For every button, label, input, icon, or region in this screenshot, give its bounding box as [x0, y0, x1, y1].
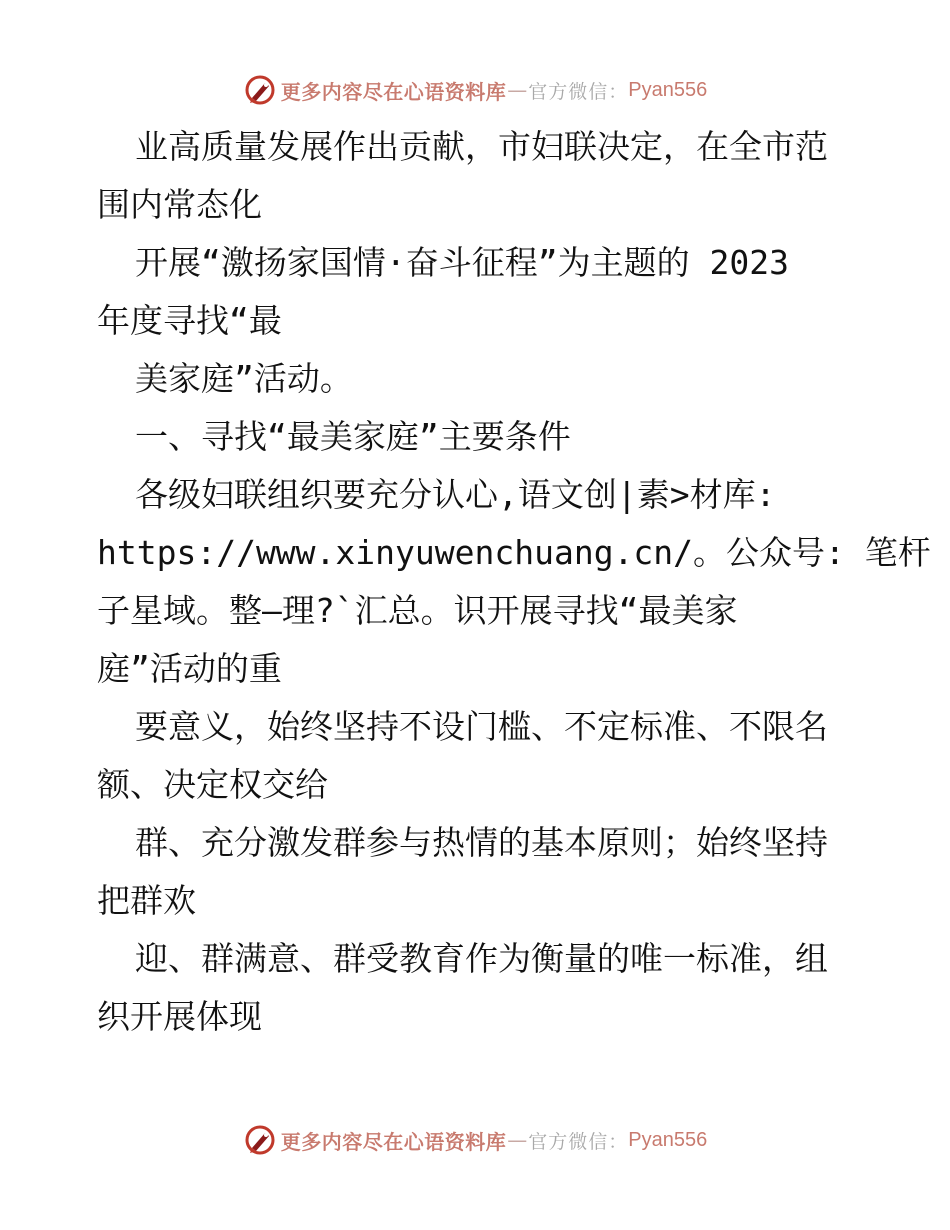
body-line: 要意义，始终坚持不设门槛、不定标准、不限名	[135, 707, 828, 746]
body-line: 庭”活动的重	[97, 649, 282, 688]
watermark-banner-top	[0, 70, 950, 110]
watermark-banner-bottom	[0, 1120, 950, 1160]
watermark-label: 官方微信：	[528, 1130, 629, 1153]
pen-logo-icon	[243, 1123, 277, 1157]
body-line: 围内常态化	[97, 185, 262, 224]
body-line: 织开展体现	[97, 997, 262, 1036]
watermark-wechat-id: Pyan556	[628, 78, 708, 101]
body-line: 业高质量发展作出贡献，市妇联决定，在全市范	[135, 127, 828, 166]
watermark-wechat-id: Pyan556	[628, 1128, 708, 1151]
body-line: 群、充分激发群参与热情的基本原则；始终坚持	[135, 823, 828, 862]
body-line: 子星域。整—理?`汇总。识开展寻找“最美家	[97, 591, 738, 630]
body-line: 年度寻找“最	[97, 301, 282, 340]
body-text	[97, 118, 931, 1046]
watermark-separator: —	[507, 78, 528, 102]
watermark-label: 官方微信：	[528, 80, 629, 103]
pen-logo-icon	[243, 73, 277, 107]
watermark-text: 更多内容尽在心语资料库	[280, 79, 507, 104]
body-line: https://www.xinyuwenchuang.cn/。公众号: 笔杆	[97, 533, 931, 572]
body-line: 各级妇联组织要充分认心,语文创|素>材库:	[135, 475, 776, 514]
body-line: 美家庭”活动。	[135, 359, 353, 398]
watermark-separator: —	[507, 1128, 528, 1152]
watermark-text: 更多内容尽在心语资料库	[280, 1129, 507, 1154]
section-heading: 一、寻找“最美家庭”主要条件	[135, 417, 571, 456]
body-line: 把群欢	[97, 881, 196, 920]
body-line: 迎、群满意、群受教育作为衡量的唯一标准，组	[135, 939, 828, 978]
body-line: 额、决定权交给	[97, 765, 328, 804]
body-line: 开展“激扬家国情·奋斗征程”为主题的 2023	[135, 243, 789, 282]
